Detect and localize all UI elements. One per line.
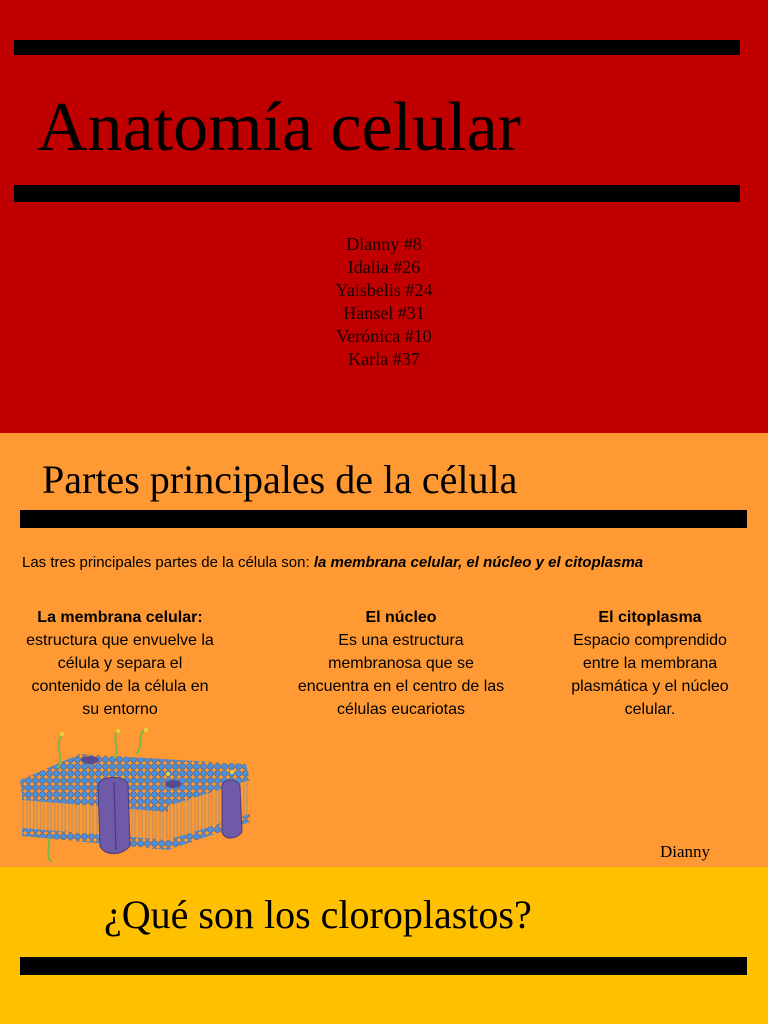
section-title: ¿Qué son los cloroplastos? xyxy=(104,892,532,937)
column-heading: El núcleo xyxy=(365,609,437,626)
slide-title xyxy=(0,0,768,433)
title-divider-bar xyxy=(14,185,740,202)
section-divider-bar xyxy=(20,510,747,528)
author-item: Karla #37 xyxy=(348,349,420,369)
page-title: Anatomía celular xyxy=(37,89,521,166)
author-item: Dianny #8 xyxy=(346,234,422,254)
column-heading: El citoplasma xyxy=(598,609,702,626)
column-text: Espacio comprendido entre la membrana plasmática y el núcleo celular. xyxy=(571,632,729,718)
column-text: Es una estructura membranosa que se encuentra en el centro de las células eucariotas xyxy=(297,632,505,718)
intro-emphasis: la membrana celular, el núcleo y el citoplasma xyxy=(313,554,644,571)
credit-text: Dianny xyxy=(660,842,711,861)
column-membrana xyxy=(22,606,218,721)
column-text: estructura que envuelve la célula y separa el contenido de la célula en su entorno xyxy=(26,632,214,718)
intro-text xyxy=(22,554,643,571)
author-item: Yaisbelis #24 xyxy=(335,280,433,300)
author-item: Verónica #10 xyxy=(336,326,432,346)
section-divider-bar xyxy=(20,957,747,975)
intro-prefix: Las tres principales partes de la célula son: xyxy=(22,554,314,571)
author-item: Idalia #26 xyxy=(347,257,421,277)
column-citoplasma xyxy=(560,606,740,721)
top-divider-bar xyxy=(14,40,740,55)
column-heading: La membrana celular: xyxy=(37,609,203,626)
author-item: Hansel #31 xyxy=(343,303,425,323)
column-nucleo xyxy=(296,606,506,721)
section-title: Partes principales de la célula xyxy=(42,457,518,502)
slide-chloroplasts xyxy=(0,867,768,1024)
cell-membrane-illustration xyxy=(18,728,258,863)
authors-list xyxy=(284,233,484,371)
slide-cell-parts xyxy=(0,433,768,867)
